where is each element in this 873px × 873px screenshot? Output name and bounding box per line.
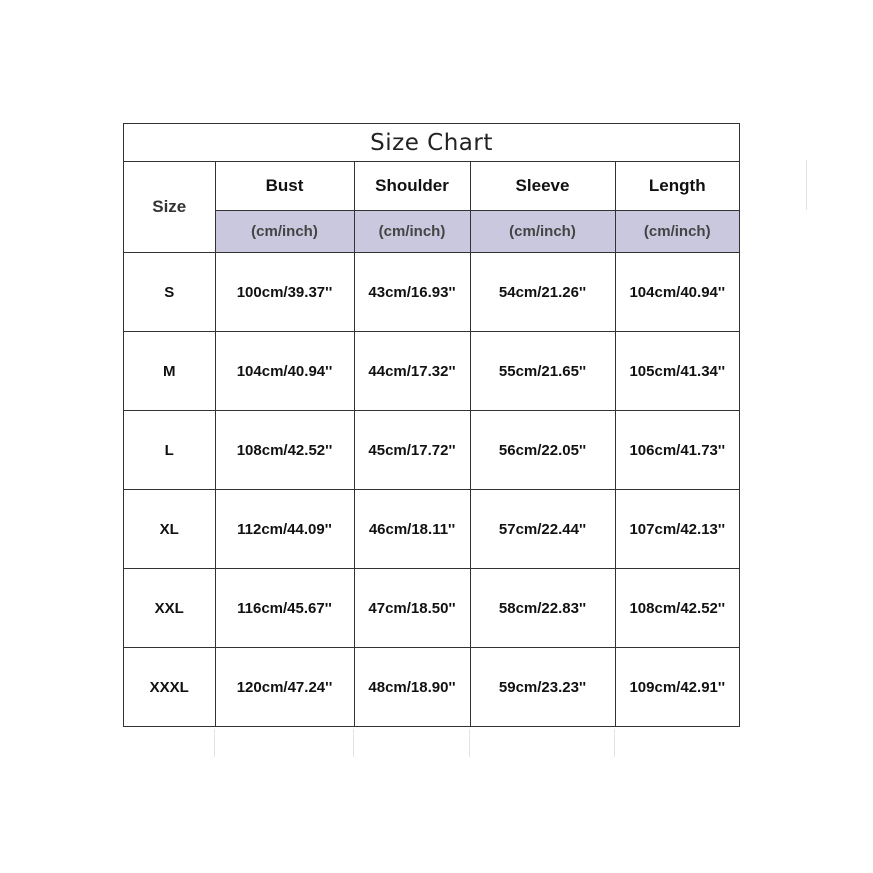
bust-cell: 120cm/47.24'' — [215, 648, 354, 727]
column-header-bust: Bust — [215, 162, 354, 211]
sleeve-cell: 58cm/22.83'' — [470, 569, 615, 648]
faint-divider — [214, 729, 215, 757]
table-row — [124, 253, 739, 332]
sleeve-cell: 59cm/23.23'' — [470, 648, 615, 727]
shoulder-cell: 44cm/17.32'' — [354, 332, 470, 411]
bust-cell: 112cm/44.09'' — [215, 490, 354, 569]
shoulder-cell: 45cm/17.72'' — [354, 411, 470, 490]
table-row — [124, 332, 739, 411]
unit-row — [124, 211, 739, 253]
column-header-length: Length — [615, 162, 739, 211]
size-table — [124, 162, 739, 726]
column-header-sleeve: Sleeve — [470, 162, 615, 211]
size-cell: L — [124, 411, 215, 490]
shoulder-cell: 47cm/18.50'' — [354, 569, 470, 648]
sleeve-cell: 55cm/21.65'' — [470, 332, 615, 411]
faint-divider — [806, 160, 807, 210]
sleeve-cell: 54cm/21.26'' — [470, 253, 615, 332]
chart-title: Size Chart — [124, 124, 739, 162]
bust-cell: 100cm/39.37'' — [215, 253, 354, 332]
header-row — [124, 162, 739, 211]
sleeve-cell: 56cm/22.05'' — [470, 411, 615, 490]
bust-cell: 116cm/45.67'' — [215, 569, 354, 648]
length-cell: 106cm/41.73'' — [615, 411, 739, 490]
faint-divider — [614, 729, 615, 757]
length-cell: 105cm/41.34'' — [615, 332, 739, 411]
size-cell: XXL — [124, 569, 215, 648]
size-cell: S — [124, 253, 215, 332]
length-cell: 109cm/42.91'' — [615, 648, 739, 727]
shoulder-cell: 43cm/16.93'' — [354, 253, 470, 332]
bust-cell: 108cm/42.52'' — [215, 411, 354, 490]
unit-sleeve: (cm/inch) — [470, 211, 615, 253]
length-cell: 104cm/40.94'' — [615, 253, 739, 332]
table-row — [124, 569, 739, 648]
size-column-header: Size — [124, 162, 215, 253]
size-chart — [123, 123, 740, 727]
shoulder-cell: 48cm/18.90'' — [354, 648, 470, 727]
sleeve-cell: 57cm/22.44'' — [470, 490, 615, 569]
unit-bust: (cm/inch) — [215, 211, 354, 253]
length-cell: 108cm/42.52'' — [615, 569, 739, 648]
size-cell: M — [124, 332, 215, 411]
length-cell: 107cm/42.13'' — [615, 490, 739, 569]
size-cell: XL — [124, 490, 215, 569]
unit-length: (cm/inch) — [615, 211, 739, 253]
table-row — [124, 648, 739, 727]
faint-divider — [469, 729, 470, 757]
size-cell: XXXL — [124, 648, 215, 727]
shoulder-cell: 46cm/18.11'' — [354, 490, 470, 569]
column-header-shoulder: Shoulder — [354, 162, 470, 211]
faint-divider — [353, 729, 354, 757]
table-row — [124, 490, 739, 569]
unit-shoulder: (cm/inch) — [354, 211, 470, 253]
bust-cell: 104cm/40.94'' — [215, 332, 354, 411]
table-row — [124, 411, 739, 490]
